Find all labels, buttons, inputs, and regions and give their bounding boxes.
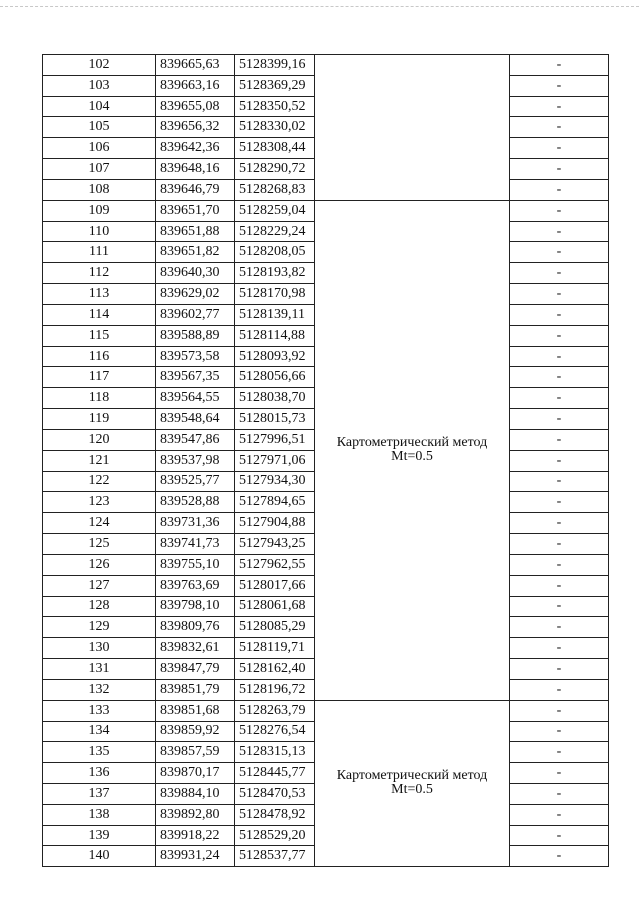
x-coordinate: 839892,80: [156, 804, 235, 825]
y-coordinate: 5128193,82: [235, 263, 315, 284]
x-coordinate: 839832,61: [156, 638, 235, 659]
y-coordinate: 5128093,92: [235, 346, 315, 367]
point-number: 135: [43, 742, 156, 763]
y-coordinate: 5127894,65: [235, 492, 315, 513]
dash-cell: -: [510, 804, 609, 825]
x-coordinate: 839663,16: [156, 75, 235, 96]
dash-cell: -: [510, 159, 609, 180]
y-coordinate: 5128369,29: [235, 75, 315, 96]
y-coordinate: 5128056,66: [235, 367, 315, 388]
point-number: 127: [43, 575, 156, 596]
dash-cell: -: [510, 284, 609, 305]
dash-cell: -: [510, 138, 609, 159]
y-coordinate: 5128017,66: [235, 575, 315, 596]
x-coordinate: 839525,77: [156, 471, 235, 492]
dash-cell: -: [510, 492, 609, 513]
x-coordinate: 839640,30: [156, 263, 235, 284]
method-cell: [315, 200, 510, 700]
y-coordinate: 5128315,13: [235, 742, 315, 763]
y-coordinate: 5127934,30: [235, 471, 315, 492]
point-number: 102: [43, 55, 156, 76]
y-coordinate: 5127904,88: [235, 513, 315, 534]
point-number: 104: [43, 96, 156, 117]
x-coordinate: 839851,68: [156, 700, 235, 721]
method-accuracy: Mt=0.5: [391, 782, 433, 798]
x-coordinate: 839665,63: [156, 55, 235, 76]
point-number: 116: [43, 346, 156, 367]
point-number: 132: [43, 679, 156, 700]
y-coordinate: 5128061,68: [235, 596, 315, 617]
y-coordinate: 5128229,24: [235, 221, 315, 242]
point-number: 125: [43, 534, 156, 555]
y-coordinate: 5128015,73: [235, 409, 315, 430]
y-coordinate: 5127962,55: [235, 554, 315, 575]
table-row: [43, 700, 609, 721]
dash-cell: -: [510, 575, 609, 596]
x-coordinate: 839798,10: [156, 596, 235, 617]
x-coordinate: 839602,77: [156, 304, 235, 325]
x-coordinate: 839870,17: [156, 763, 235, 784]
dash-cell: -: [510, 700, 609, 721]
x-coordinate: 839537,98: [156, 450, 235, 471]
dash-cell: -: [510, 638, 609, 659]
method-cell: [315, 55, 510, 201]
x-coordinate: 839642,36: [156, 138, 235, 159]
y-coordinate: 5128114,88: [235, 325, 315, 346]
point-number: 128: [43, 596, 156, 617]
x-coordinate: 839648,16: [156, 159, 235, 180]
point-number: 105: [43, 117, 156, 138]
y-coordinate: 5128196,72: [235, 679, 315, 700]
method-cell: [315, 700, 510, 867]
x-coordinate: 839567,35: [156, 367, 235, 388]
table-body: [43, 55, 609, 867]
point-number: 122: [43, 471, 156, 492]
x-coordinate: 839548,64: [156, 409, 235, 430]
dash-cell: -: [510, 429, 609, 450]
y-coordinate: 5128268,83: [235, 179, 315, 200]
table-row: [43, 200, 609, 221]
dash-cell: -: [510, 471, 609, 492]
x-coordinate: 839528,88: [156, 492, 235, 513]
dash-cell: -: [510, 742, 609, 763]
y-coordinate: 5128529,20: [235, 825, 315, 846]
y-coordinate: 5128263,79: [235, 700, 315, 721]
x-coordinate: 839763,69: [156, 575, 235, 596]
dash-cell: -: [510, 721, 609, 742]
x-coordinate: 839646,79: [156, 179, 235, 200]
x-coordinate: 839884,10: [156, 783, 235, 804]
dash-cell: -: [510, 75, 609, 96]
x-coordinate: 839859,92: [156, 721, 235, 742]
method-accuracy: Mt=0.5: [391, 449, 433, 465]
dash-cell: -: [510, 346, 609, 367]
dash-cell: -: [510, 846, 609, 867]
x-coordinate: 839656,32: [156, 117, 235, 138]
y-coordinate: 5127996,51: [235, 429, 315, 450]
dash-cell: -: [510, 659, 609, 680]
x-coordinate: 839651,82: [156, 242, 235, 263]
x-coordinate: 839629,02: [156, 284, 235, 305]
dash-cell: -: [510, 263, 609, 284]
y-coordinate: 5128162,40: [235, 659, 315, 680]
y-coordinate: 5128085,29: [235, 617, 315, 638]
point-number: 103: [43, 75, 156, 96]
point-number: 137: [43, 783, 156, 804]
point-number: 112: [43, 263, 156, 284]
dash-cell: -: [510, 242, 609, 263]
y-coordinate: 5128038,70: [235, 388, 315, 409]
y-coordinate: 5127943,25: [235, 534, 315, 555]
x-coordinate: 839851,79: [156, 679, 235, 700]
dash-cell: -: [510, 304, 609, 325]
point-number: 134: [43, 721, 156, 742]
point-number: 138: [43, 804, 156, 825]
dash-cell: -: [510, 513, 609, 534]
method-name: Картометрический метод: [336, 768, 488, 784]
point-number: 131: [43, 659, 156, 680]
point-number: 123: [43, 492, 156, 513]
dash-cell: -: [510, 388, 609, 409]
x-coordinate: 839847,79: [156, 659, 235, 680]
x-coordinate: 839651,88: [156, 221, 235, 242]
point-number: 111: [43, 242, 156, 263]
point-number: 126: [43, 554, 156, 575]
dash-cell: -: [510, 200, 609, 221]
page-top-rule: [0, 6, 639, 7]
point-number: 120: [43, 429, 156, 450]
point-number: 117: [43, 367, 156, 388]
dash-cell: -: [510, 617, 609, 638]
x-coordinate: 839918,22: [156, 825, 235, 846]
y-coordinate: 5128399,16: [235, 55, 315, 76]
x-coordinate: 839564,55: [156, 388, 235, 409]
point-number: 129: [43, 617, 156, 638]
x-coordinate: 839857,59: [156, 742, 235, 763]
point-number: 107: [43, 159, 156, 180]
y-coordinate: 5127971,06: [235, 450, 315, 471]
x-coordinate: 839931,24: [156, 846, 235, 867]
point-number: 118: [43, 388, 156, 409]
y-coordinate: 5128537,77: [235, 846, 315, 867]
dash-cell: -: [510, 117, 609, 138]
dash-cell: -: [510, 783, 609, 804]
method-name: Картометрический метод: [336, 435, 488, 451]
y-coordinate: 5128330,02: [235, 117, 315, 138]
dash-cell: -: [510, 96, 609, 117]
y-coordinate: 5128445,77: [235, 763, 315, 784]
dash-cell: -: [510, 825, 609, 846]
dash-cell: -: [510, 554, 609, 575]
point-number: 136: [43, 763, 156, 784]
dash-cell: -: [510, 763, 609, 784]
y-coordinate: 5128350,52: [235, 96, 315, 117]
x-coordinate: 839741,73: [156, 534, 235, 555]
y-coordinate: 5128139,11: [235, 304, 315, 325]
x-coordinate: 839655,08: [156, 96, 235, 117]
table-row: [43, 55, 609, 76]
y-coordinate: 5128208,05: [235, 242, 315, 263]
dash-cell: -: [510, 325, 609, 346]
dash-cell: -: [510, 679, 609, 700]
point-number: 124: [43, 513, 156, 534]
y-coordinate: 5128478,92: [235, 804, 315, 825]
coordinates-table: [42, 54, 609, 867]
point-number: 113: [43, 284, 156, 305]
y-coordinate: 5128259,04: [235, 200, 315, 221]
y-coordinate: 5128470,53: [235, 783, 315, 804]
point-number: 139: [43, 825, 156, 846]
point-number: 110: [43, 221, 156, 242]
x-coordinate: 839731,36: [156, 513, 235, 534]
dash-cell: -: [510, 450, 609, 471]
x-coordinate: 839588,89: [156, 325, 235, 346]
dash-cell: -: [510, 409, 609, 430]
point-number: 140: [43, 846, 156, 867]
y-coordinate: 5128119,71: [235, 638, 315, 659]
x-coordinate: 839573,58: [156, 346, 235, 367]
dash-cell: -: [510, 534, 609, 555]
y-coordinate: 5128290,72: [235, 159, 315, 180]
dash-cell: -: [510, 55, 609, 76]
point-number: 109: [43, 200, 156, 221]
y-coordinate: 5128276,54: [235, 721, 315, 742]
dash-cell: -: [510, 367, 609, 388]
y-coordinate: 5128308,44: [235, 138, 315, 159]
point-number: 115: [43, 325, 156, 346]
y-coordinate: 5128170,98: [235, 284, 315, 305]
dash-cell: -: [510, 179, 609, 200]
x-coordinate: 839755,10: [156, 554, 235, 575]
dash-cell: -: [510, 596, 609, 617]
point-number: 121: [43, 450, 156, 471]
point-number: 119: [43, 409, 156, 430]
point-number: 133: [43, 700, 156, 721]
point-number: 114: [43, 304, 156, 325]
point-number: 130: [43, 638, 156, 659]
point-number: 106: [43, 138, 156, 159]
x-coordinate: 839809,76: [156, 617, 235, 638]
x-coordinate: 839651,70: [156, 200, 235, 221]
x-coordinate: 839547,86: [156, 429, 235, 450]
point-number: 108: [43, 179, 156, 200]
dash-cell: -: [510, 221, 609, 242]
